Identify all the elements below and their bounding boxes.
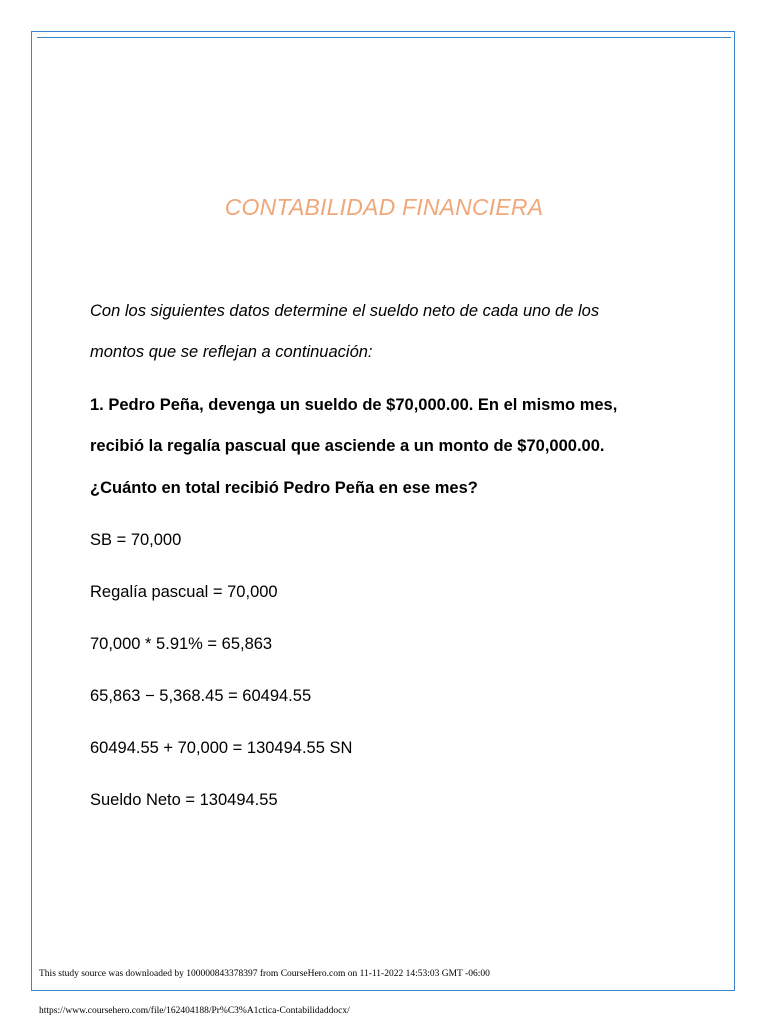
question-line-3: ¿Cuánto en total recibió Pedro Peña en ese mes? bbox=[90, 479, 478, 497]
question-line-2: recibió la regalía pascual que asciende a un monto de $70,000.00. bbox=[90, 437, 605, 455]
answer-line-gross-salary: SB = 70,000 bbox=[90, 531, 182, 549]
question-line-1: 1. Pedro Peña, devenga un sueldo de $70,000.00. En el mismo mes, bbox=[90, 396, 618, 414]
document-title: CONTABILIDAD FINANCIERA bbox=[224, 194, 544, 220]
header-rule bbox=[37, 37, 731, 38]
intro-line-2: montos que se reflejan a continuación: bbox=[90, 343, 373, 361]
answer-line-subtraction: 65,863 − 5,368.45 = 60494.55 bbox=[90, 687, 312, 705]
answer-line-christmas-bonus: Regalía pascual = 70,000 bbox=[90, 583, 278, 601]
intro-line-1: Con los siguientes datos determine el sueldo neto de cada uno de los bbox=[90, 302, 600, 320]
source-url[interactable]: https://www.coursehero.com/file/162404188/Pr%C3%A1ctica-Contabilidaddocx/ bbox=[39, 1006, 350, 1016]
answer-line-sum: 60494.55 + 70,000 = 130494.55 SN bbox=[90, 739, 353, 757]
download-source-note: This study source was downloaded by 100000843378397 from CourseHero.com on 11-11-2022 14:53:03 GMT -06:00 bbox=[39, 969, 490, 979]
page-border bbox=[31, 31, 735, 991]
answer-line-deduction-calc: 70,000 * 5.91% = 65,863 bbox=[90, 635, 273, 653]
answer-line-net-salary: Sueldo Neto = 130494.55 bbox=[90, 791, 278, 809]
